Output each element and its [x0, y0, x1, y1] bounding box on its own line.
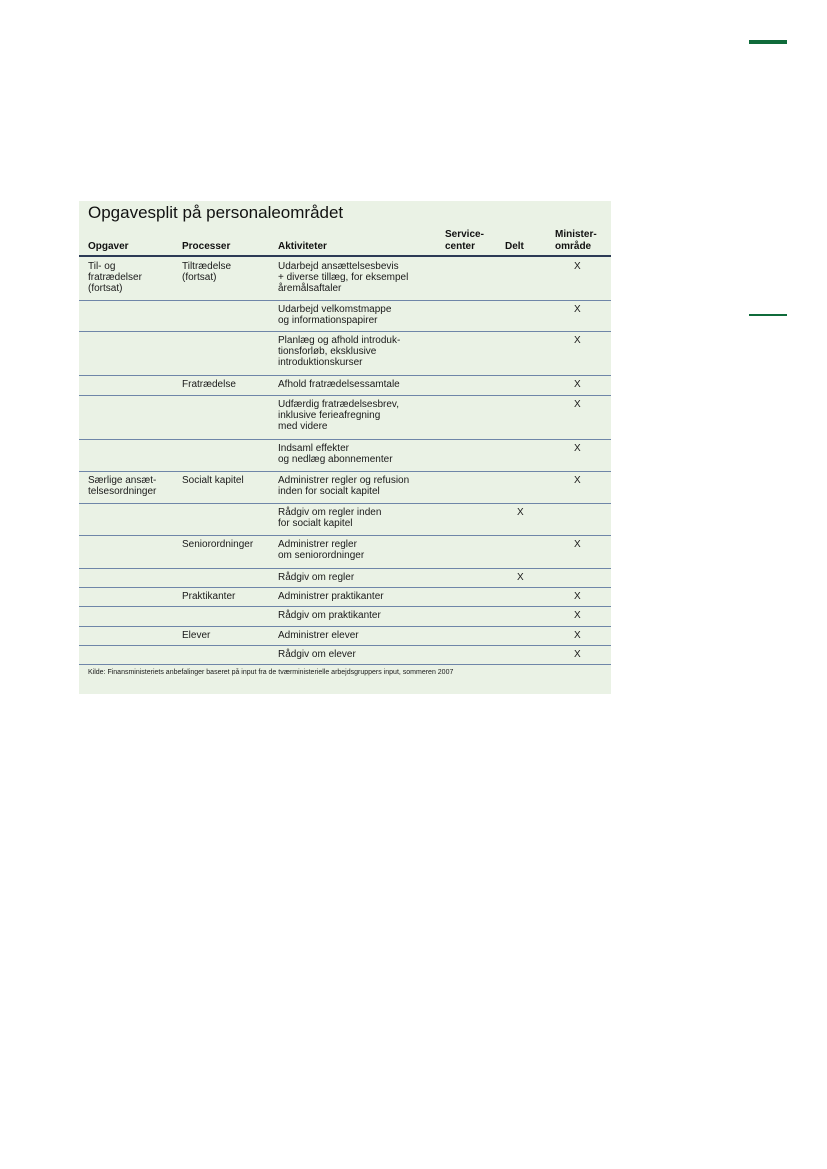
cell-ministeromraade: X	[574, 539, 581, 550]
cell-ministeromraade: X	[574, 610, 581, 621]
cell-delt: X	[517, 572, 524, 583]
header-processer: Processer	[182, 241, 231, 252]
cell-aktivitet: Administrer regler om seniorordninger	[278, 539, 365, 561]
cell-ministeromraade: X	[574, 591, 581, 602]
cell-aktivitet: Planlæg og afhold introduk- tionsforløb, eksklusive introduktionskurser	[278, 335, 401, 368]
cell-delt: X	[517, 507, 524, 518]
cell-ministeromraade: X	[574, 475, 581, 486]
cell-ministeromraade: X	[574, 443, 581, 454]
table-row	[79, 257, 611, 301]
cell-ministeromraade: X	[574, 261, 581, 272]
table-row	[79, 300, 611, 332]
header-servicecenter: Service- center	[445, 229, 484, 252]
table-row	[79, 503, 611, 536]
table-row	[79, 568, 611, 588]
table-row	[79, 395, 611, 440]
page-edge-marker-middle	[749, 314, 787, 316]
cell-aktivitet: Udfærdig fratrædelsesbrev, inklusive ferieafregning med videre	[278, 399, 399, 432]
cell-opgaver: Til- og fratrædelser (fortsat)	[88, 261, 142, 294]
cell-aktivitet: Administrer regler og refusion inden for socialt kapitel	[278, 475, 410, 497]
cell-processer: Socialt kapitel	[182, 475, 244, 486]
cell-processer: Praktikanter	[182, 591, 236, 602]
table-title: Opgavesplit på personaleområdet	[88, 203, 344, 222]
cell-ministeromraade: X	[574, 649, 581, 660]
cell-ministeromraade: X	[574, 335, 581, 346]
table-row	[79, 375, 611, 396]
cell-ministeromraade: X	[574, 399, 581, 410]
cell-aktivitet: Rådgiv om regler	[278, 572, 355, 583]
source-note: Kilde: Finansministeriets anbefalinger baseret på input fra de tværministerielle arbejdsgruppers input, sommeren 2007	[88, 669, 454, 676]
table-row	[79, 331, 611, 376]
table-row	[79, 587, 611, 607]
cell-processer: Fratrædelse	[182, 379, 236, 390]
table-row	[79, 645, 611, 665]
cell-aktivitet: Rådgiv om praktikanter	[278, 610, 381, 621]
header-opgaver: Opgaver	[88, 241, 129, 252]
header-delt: Delt	[505, 241, 524, 252]
cell-ministeromraade: X	[574, 379, 581, 390]
cell-processer: Tiltrædelse (fortsat)	[182, 261, 232, 283]
cell-opgaver: Særlige ansæt- telsesordninger	[88, 475, 157, 497]
cell-aktivitet: Administrer praktikanter	[278, 591, 384, 602]
table-panel	[79, 201, 611, 694]
cell-aktivitet: Afhold fratrædelsessamtale	[278, 379, 400, 390]
cell-processer: Seniorordninger	[182, 539, 254, 550]
table-row	[79, 626, 611, 646]
cell-ministeromraade: X	[574, 304, 581, 315]
cell-aktivitet: Udarbejd velkomstmappe og informationspapirer	[278, 304, 392, 326]
header-ministeromraade: Minister- område	[555, 229, 597, 252]
cell-aktivitet: Rådgiv om regler inden for socialt kapitel	[278, 507, 382, 529]
table-row	[79, 471, 611, 504]
cell-aktivitet: Indsaml effekter og nedlæg abonnementer	[278, 443, 393, 465]
table-row	[79, 606, 611, 627]
header-aktiviteter: Aktiviteter	[278, 241, 327, 252]
cell-aktivitet: Administrer elever	[278, 630, 359, 641]
table-row	[79, 439, 611, 472]
table-row	[79, 535, 611, 569]
cell-processer: Elever	[182, 630, 211, 641]
page-edge-marker-top	[749, 40, 787, 44]
cell-aktivitet: Rådgiv om elever	[278, 649, 356, 660]
cell-ministeromraade: X	[574, 630, 581, 641]
cell-aktivitet: Udarbejd ansættelsesbevis + diverse tillæg, for eksempel åremålsaftaler	[278, 261, 409, 294]
